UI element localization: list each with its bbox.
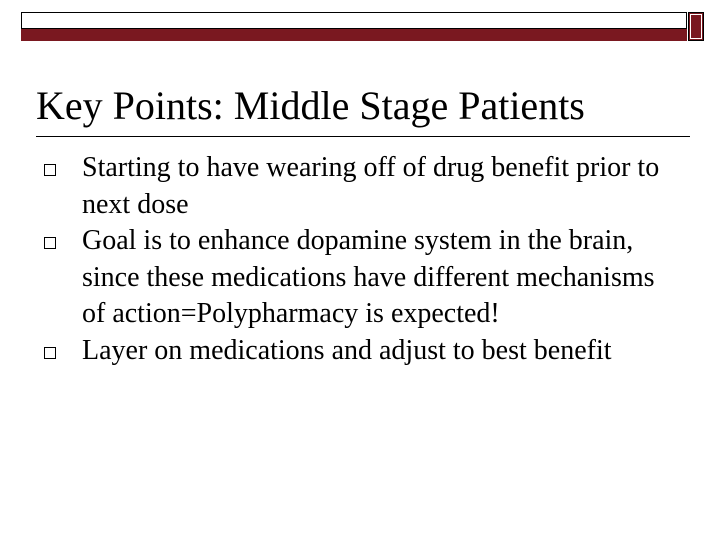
bullet-item	[44, 150, 684, 223]
hollow-square-icon	[44, 347, 56, 359]
title-divider	[36, 136, 690, 137]
bullet-text: Layer on medications and adjust to best benefit	[82, 334, 612, 366]
bullet-item	[44, 223, 684, 333]
hollow-square-icon	[44, 164, 56, 176]
bullet-list	[44, 150, 684, 369]
slide-title: Key Points: Middle Stage Patients	[36, 83, 585, 128]
header-outline-bar	[21, 12, 687, 29]
hollow-square-icon	[44, 237, 56, 249]
header-accent-square-inset	[690, 14, 702, 39]
bullet-text: Goal is to enhance dopamine system in the brain, since these medications have different mechanisms of action=Polypharmacy is expected!	[82, 225, 655, 329]
header-accent-bar	[21, 29, 687, 41]
bullet-item	[44, 333, 684, 370]
bullet-text: Starting to have wearing off of drug benefit prior to next dose	[82, 152, 660, 220]
